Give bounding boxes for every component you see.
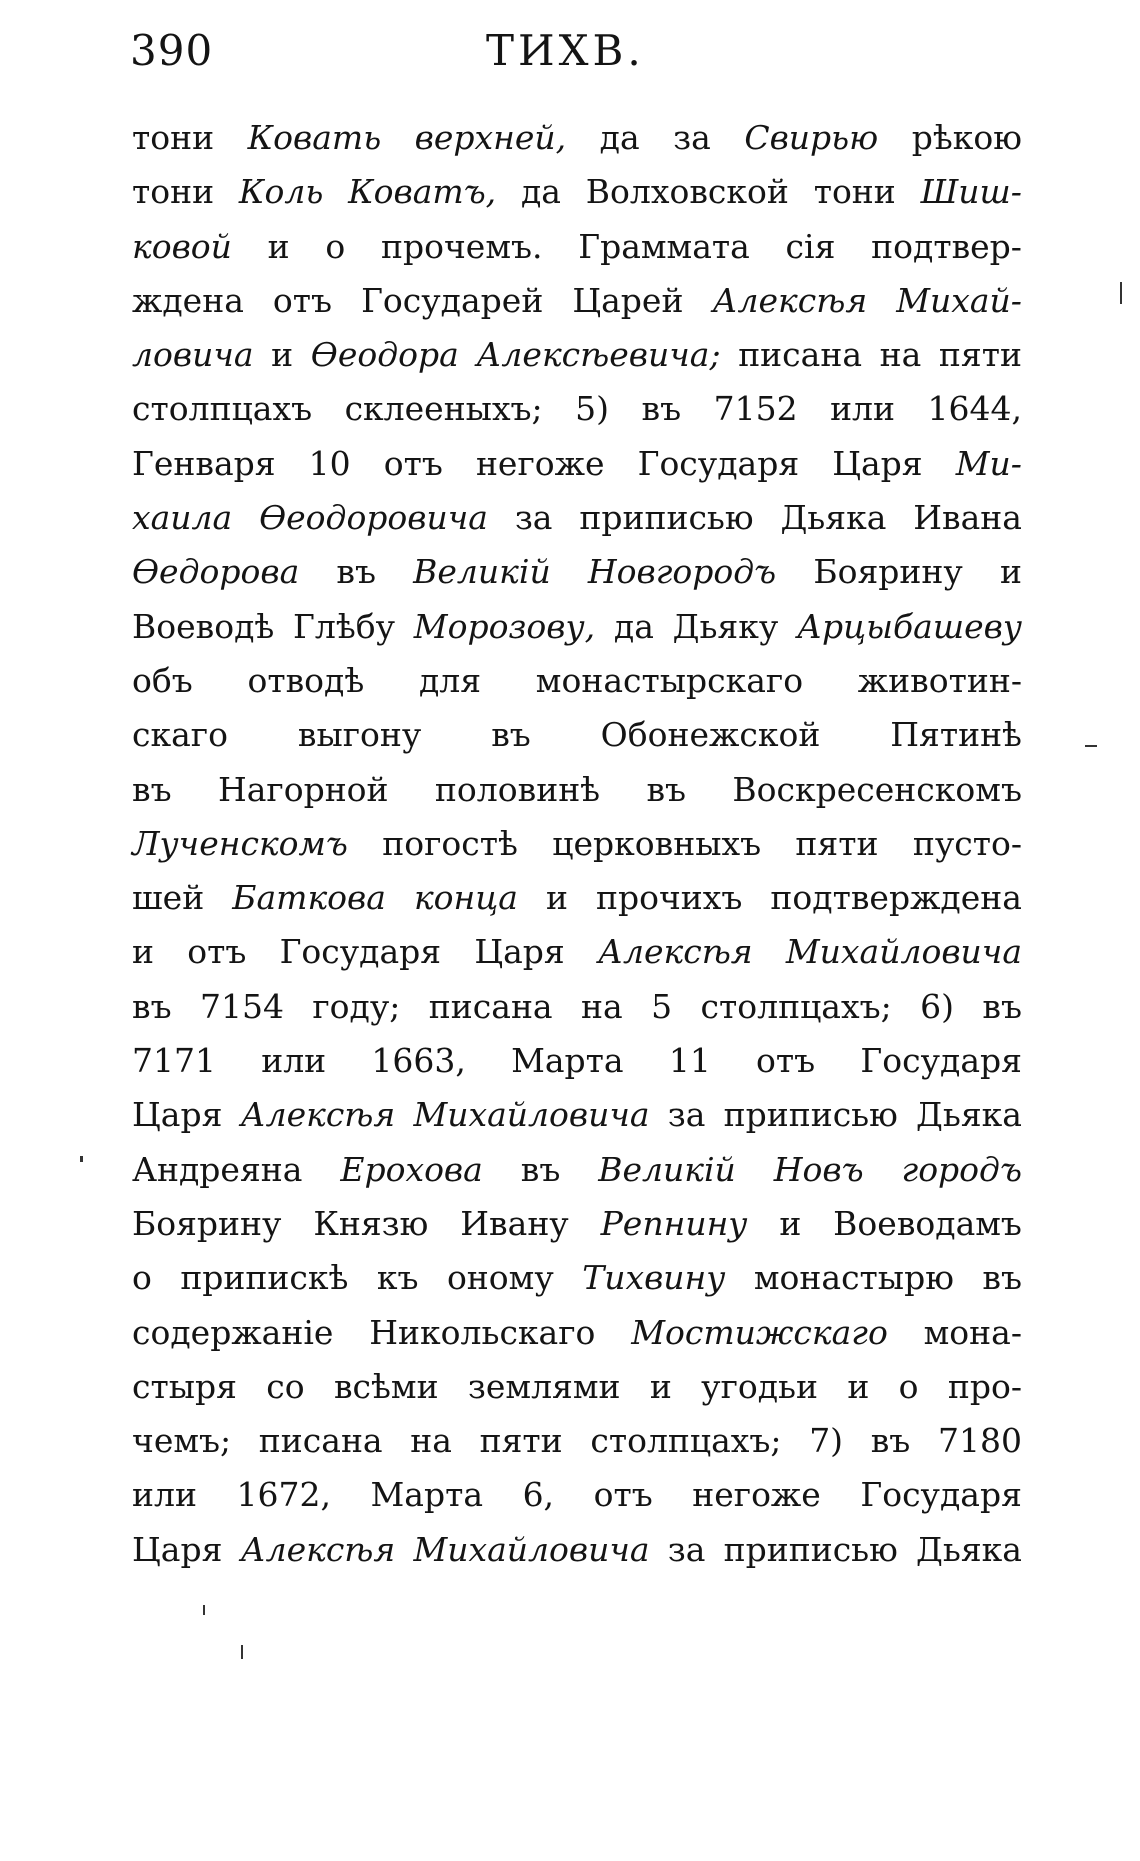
word: рѣкою: [911, 118, 1022, 157]
word: и: [267, 226, 290, 266]
word: въ: [491, 715, 531, 755]
word: шей: [132, 878, 205, 918]
word: Арцыбашеву: [797, 606, 1022, 646]
word: Алексѣевича;: [476, 335, 721, 375]
word: Марта: [511, 1041, 624, 1081]
word: пяти: [938, 335, 1022, 375]
word: Новъ: [773, 1149, 864, 1189]
word: 7180: [937, 1421, 1022, 1461]
word: Государей: [361, 280, 544, 320]
word: Мостижскаго: [631, 1312, 888, 1352]
word: объ: [132, 660, 193, 700]
word: отъ: [187, 932, 247, 972]
word: за: [673, 118, 711, 157]
word: 7152: [713, 389, 798, 429]
word: и: [545, 878, 568, 918]
word: Государя: [860, 1041, 1022, 1081]
word: Морозову,: [413, 606, 596, 646]
word: и: [132, 932, 154, 972]
word: ловича: [132, 335, 254, 375]
word: Боярину: [813, 552, 963, 592]
word: хаила: [132, 498, 233, 538]
text-line: [132, 1313, 1022, 1367]
word: отъ: [272, 280, 333, 320]
word: въ: [336, 552, 376, 592]
word: Шиш-: [920, 172, 1022, 212]
text-line: [132, 172, 1022, 226]
word: или: [132, 1475, 197, 1515]
word: Алексѣя: [240, 1095, 396, 1135]
word: Обонежской: [600, 715, 821, 755]
word: про-: [947, 1366, 1022, 1406]
word: мона-: [923, 1312, 1022, 1352]
word: отводѣ: [247, 660, 365, 700]
word: Воеводѣ: [132, 606, 275, 646]
word: Репнину: [600, 1203, 748, 1243]
word: отъ: [593, 1475, 653, 1515]
text-line: [132, 878, 1022, 932]
word: 5): [575, 389, 610, 429]
text-line: [132, 498, 1022, 552]
word: и: [847, 1366, 870, 1406]
word: Тихвину: [582, 1258, 726, 1298]
word: и: [271, 335, 294, 375]
word: 6): [920, 986, 954, 1026]
word: Ѳеодора: [310, 335, 459, 375]
word: въ: [646, 769, 687, 809]
word: Михайловича: [413, 1095, 650, 1135]
word: животин-: [857, 660, 1022, 700]
text-line: [132, 444, 1022, 498]
text-line: [132, 118, 1022, 172]
word: отъ: [383, 443, 443, 483]
word: или: [830, 389, 896, 429]
word: Алексѣя: [240, 1529, 396, 1569]
word: Пятинѣ: [890, 715, 1022, 755]
print-speck: [241, 1645, 243, 1659]
word: Лученскомъ: [132, 823, 348, 863]
word: склееныхъ;: [344, 389, 543, 429]
word: за: [514, 498, 553, 538]
word: Ѳеодоровича: [259, 498, 488, 538]
text-line: [132, 607, 1022, 661]
word: церковныхъ: [552, 823, 762, 863]
running-head: ТИХВ.: [486, 26, 645, 75]
word: столпцахъ;: [700, 986, 892, 1026]
word: конца: [413, 878, 518, 918]
word: оному: [446, 1258, 554, 1298]
word: въ: [520, 1149, 561, 1189]
word: 1644,: [927, 389, 1022, 429]
word: Царей: [572, 280, 684, 320]
word: Михайловича: [785, 932, 1022, 972]
word: всѣми: [333, 1366, 439, 1406]
word: столпцахъ: [132, 389, 313, 429]
text-line: [132, 1421, 1022, 1475]
text-line: [132, 1530, 1022, 1584]
text-line: [132, 335, 1022, 389]
word: Царя: [132, 1529, 223, 1569]
word: къ: [376, 1258, 419, 1298]
text-line: [132, 552, 1022, 606]
word: подтверждена: [770, 878, 1022, 918]
word: содержаніе: [132, 1312, 334, 1352]
word: прочемъ.: [380, 226, 543, 266]
word: приписью: [723, 1095, 898, 1135]
word: прочихъ: [595, 878, 743, 918]
word: Воскресенскомъ: [732, 769, 1022, 809]
word: скаго: [132, 715, 228, 755]
word: 11: [668, 1041, 711, 1081]
word: монастырю: [753, 1258, 954, 1298]
text-line: [132, 1150, 1022, 1204]
word: Великій: [598, 1149, 736, 1189]
print-speck: [1085, 745, 1097, 747]
word: Нагорной: [217, 769, 389, 809]
word: для: [418, 660, 482, 700]
word: погостѣ: [382, 823, 518, 863]
word: и: [649, 1366, 672, 1406]
word: землями: [467, 1366, 621, 1406]
page-header: [130, 22, 1030, 92]
word: Государя: [637, 443, 800, 483]
text-line: [132, 281, 1022, 335]
word: Царя: [832, 443, 923, 483]
word: Боярину: [132, 1203, 282, 1243]
word: на: [410, 1421, 452, 1461]
word: Михай-: [896, 280, 1022, 320]
word: негоже: [475, 443, 605, 483]
word: Ми-: [955, 443, 1022, 483]
word: со: [266, 1366, 305, 1406]
word: Глѣбу: [293, 606, 396, 646]
word: Никольскаго: [369, 1312, 596, 1352]
word: верхней,: [414, 118, 567, 157]
word: за: [667, 1095, 706, 1135]
word: Коль: [238, 172, 324, 212]
word: 5: [651, 986, 673, 1026]
word: писана: [428, 986, 553, 1026]
word: стыря: [132, 1366, 237, 1406]
word: городъ: [901, 1149, 1022, 1189]
word: о: [898, 1366, 919, 1406]
word: въ: [132, 986, 172, 1026]
word: Алексѣя: [597, 932, 753, 972]
word: 6,: [522, 1475, 555, 1515]
text-line: [132, 987, 1022, 1041]
word: 1663,: [371, 1041, 466, 1081]
word: Царя: [132, 1095, 223, 1135]
word: въ: [982, 1258, 1022, 1298]
word: Генваря: [132, 443, 276, 483]
text-line: [132, 1204, 1022, 1258]
word: Государя: [860, 1475, 1022, 1515]
word: Ѳедорова: [132, 552, 300, 592]
word: Великій: [413, 552, 551, 592]
text-line: [132, 389, 1022, 443]
word: негоже: [692, 1475, 821, 1515]
word: Марта: [370, 1475, 484, 1515]
word: Князю: [313, 1203, 429, 1243]
word: или: [261, 1041, 327, 1081]
word: Ивана: [913, 498, 1022, 538]
word: на: [879, 335, 922, 375]
word: тони: [132, 118, 215, 157]
text-line: [132, 1041, 1022, 1095]
word: ковой: [132, 226, 232, 266]
text-line: [132, 1367, 1022, 1421]
word: 7154: [199, 986, 284, 1026]
word: приписью: [579, 498, 754, 538]
text-line: [132, 824, 1022, 878]
word: Волховской: [585, 172, 789, 212]
word: ждена: [132, 280, 244, 320]
word: 10: [308, 443, 351, 483]
word: Дьяка: [916, 1095, 1022, 1135]
text-line: [132, 770, 1022, 824]
text-line: [132, 227, 1022, 281]
text-line: [132, 1475, 1022, 1529]
text-line: [132, 932, 1022, 986]
word: писана: [258, 1421, 383, 1461]
word: Граммата: [578, 226, 750, 266]
word: о: [325, 226, 346, 266]
word: Царя: [474, 932, 565, 972]
word: на: [581, 986, 623, 1026]
word: писана: [738, 335, 863, 375]
word: Свирью: [744, 118, 879, 157]
word: о: [132, 1258, 152, 1298]
word: угодьи: [701, 1366, 819, 1406]
word: тони: [132, 172, 215, 212]
word: пяти: [479, 1421, 563, 1461]
word: Михайловича: [413, 1529, 650, 1569]
word: Дьяка: [780, 498, 887, 538]
word: выгону: [297, 715, 422, 755]
word: Коватъ,: [348, 172, 497, 212]
word: Государя: [279, 932, 442, 972]
text-line: [132, 1095, 1022, 1149]
word: 7171: [132, 1041, 216, 1081]
word: Ерохова: [340, 1149, 483, 1189]
word: Воеводамъ: [833, 1203, 1022, 1243]
word: въ: [641, 389, 682, 429]
word: приписью: [723, 1529, 898, 1569]
word: монастырскаго: [535, 660, 804, 700]
print-speck: [1120, 282, 1122, 304]
word: да: [520, 172, 561, 212]
word: Дьяку: [672, 606, 779, 646]
word: подтвер-: [871, 226, 1022, 266]
word: Андреяна: [132, 1149, 303, 1189]
word: 7): [809, 1421, 844, 1461]
word: за: [667, 1529, 706, 1569]
word: и: [999, 552, 1022, 592]
word: году;: [312, 986, 401, 1026]
print-speck: [203, 1605, 205, 1615]
word: Ковать: [247, 118, 382, 157]
word: пяти: [795, 823, 879, 863]
word: Алексѣя: [712, 280, 868, 320]
page-number: 390: [130, 26, 214, 75]
word: Ивану: [460, 1203, 569, 1243]
text-line: [132, 715, 1022, 769]
word: въ: [132, 769, 172, 809]
word: въ: [870, 1421, 911, 1461]
word: половинѣ: [434, 769, 601, 809]
text-line: [132, 661, 1022, 715]
word: столпцахъ;: [590, 1421, 782, 1461]
word: въ: [982, 986, 1022, 1026]
word: пусто-: [912, 823, 1022, 863]
word: 1672,: [236, 1475, 331, 1515]
word: и: [779, 1203, 802, 1243]
word: да: [613, 606, 654, 646]
word: отъ: [756, 1041, 816, 1081]
word: да: [599, 118, 640, 157]
word: Баткова: [232, 878, 386, 918]
word: чемъ;: [132, 1421, 232, 1461]
body-text: [132, 118, 1022, 1584]
word: припискѣ: [180, 1258, 349, 1298]
text-line: [132, 1258, 1022, 1312]
word: Дьяка: [916, 1529, 1022, 1569]
word: сія: [785, 226, 836, 266]
word: тони: [813, 172, 896, 212]
word: Новгородъ: [587, 552, 777, 592]
print-speck: [80, 1156, 83, 1162]
